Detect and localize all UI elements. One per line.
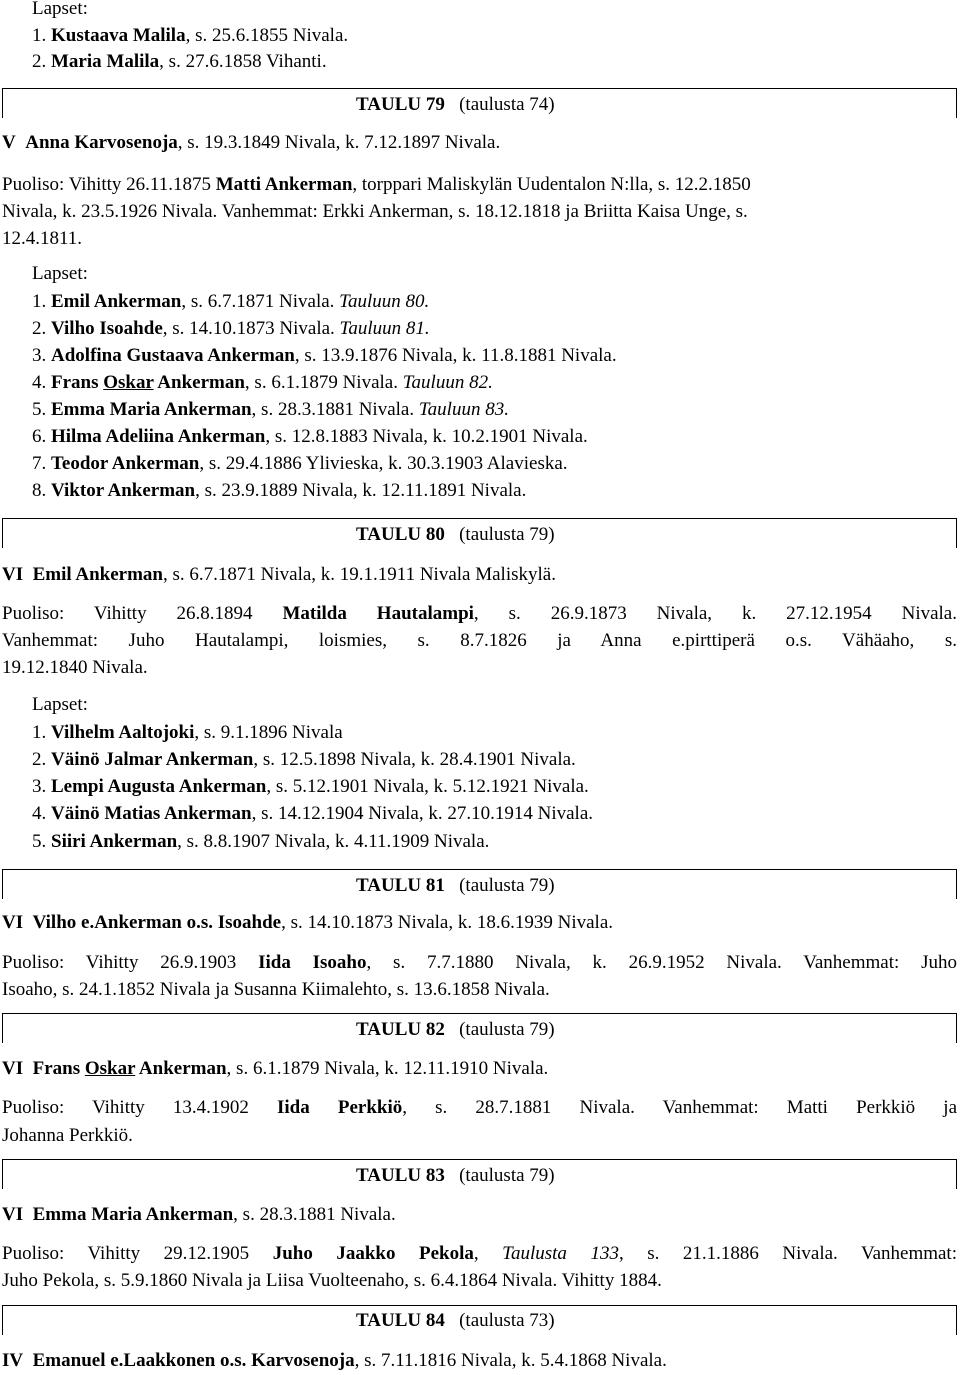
taulu-title: TAULU 81 (taulusta 79) xyxy=(356,875,555,896)
taulu-title: TAULU 80 (taulusta 79) xyxy=(356,524,555,545)
taulu-title: TAULU 84 (taulusta 73) xyxy=(356,1310,555,1331)
person-entry: V Anna Karvosenoja, s. 19.3.1849 Nivala, k. 7.12.1897 Nivala. xyxy=(2,132,501,153)
person-entry: VI Emil Ankerman, s. 6.7.1871 Nivala, k. 19.1.1911 Nivala Maliskylä. xyxy=(2,564,556,585)
children-label: Lapset: xyxy=(32,0,88,19)
child-entry: 1. Emil Ankerman, s. 6.7.1871 Nivala. Tauluun 80. xyxy=(32,291,430,312)
spouse-line: Juho Pekola, s. 5.9.1860 Nivala ja Liisa Vuolteenaho, s. 6.4.1864 Nivala. Vihitty 1884. xyxy=(2,1270,662,1291)
child-entry: 3. Adolfina Gustaava Ankerman, s. 13.9.1876 Nivala, k. 11.8.1881 Nivala. xyxy=(32,345,617,366)
taulu-title: TAULU 79 (taulusta 74) xyxy=(356,94,555,115)
child-entry: 5. Siiri Ankerman, s. 8.8.1907 Nivala, k. 4.11.1909 Nivala. xyxy=(32,831,490,852)
spouse-line: 19.12.1840 Nivala. xyxy=(2,657,148,678)
spouse-line: Puoliso: Vihitty 26.9.1903 Iida Isoaho, s. 7.7.1880 Nivala, k. 26.9.1952 Nivala. Vanhemmat: Juho xyxy=(2,952,957,973)
child-entry: 7. Teodor Ankerman, s. 29.4.1886 Ylivieska, k. 30.3.1903 Alavieska. xyxy=(32,453,568,474)
spouse-line: Nivala, k. 23.5.1926 Nivala. Vanhemmat: Erkki Ankerman, s. 18.12.1818 ja Briitta Kaisa Unge, s. xyxy=(2,201,748,222)
children-label: Lapset: xyxy=(32,263,88,284)
person-entry: VI Emma Maria Ankerman, s. 28.3.1881 Nivala. xyxy=(2,1204,396,1225)
person-entry: VI Frans Oskar Ankerman, s. 6.1.1879 Nivala, k. 12.11.1910 Nivala. xyxy=(2,1058,549,1079)
child-entry: 4. Väinö Matias Ankerman, s. 14.12.1904 Nivala, k. 27.10.1914 Nivala. xyxy=(32,803,594,824)
taulu-title: TAULU 83 (taulusta 79) xyxy=(356,1165,555,1186)
spouse-line: Puoliso: Vihitty 13.4.1902 Iida Perkkiö, s. 28.7.1881 Nivala. Vanhemmat: Matti Perkkiö ja xyxy=(2,1097,958,1118)
taulu-title: TAULU 82 (taulusta 79) xyxy=(356,1019,555,1040)
child-entry: 2. Väinö Jalmar Ankerman, s. 12.5.1898 Nivala, k. 28.4.1901 Nivala. xyxy=(32,749,576,770)
children-label: Lapset: xyxy=(32,694,88,715)
child-entry: 1. Vilhelm Aaltojoki, s. 9.1.1896 Nivala xyxy=(32,722,343,743)
person-entry: VI Vilho e.Ankerman o.s. Isoahde, s. 14.10.1873 Nivala, k. 18.6.1939 Nivala. xyxy=(2,912,614,933)
child-entry: 5. Emma Maria Ankerman, s. 28.3.1881 Nivala. Tauluun 83. xyxy=(32,399,509,420)
child-entry: 2. Vilho Isoahde, s. 14.10.1873 Nivala. Tauluun 81. xyxy=(32,318,430,339)
child-entry: 8. Viktor Ankerman, s. 23.9.1889 Nivala, k. 12.11.1891 Nivala. xyxy=(32,480,527,501)
spouse-line: Isoaho, s. 24.1.1852 Nivala ja Susanna Kiimalehto, s. 13.6.1858 Nivala. xyxy=(2,979,550,1000)
child-entry: 2. Maria Malila, s. 27.6.1858 Vihanti. xyxy=(32,51,327,72)
spouse-line: Vanhemmat: Juho Hautalampi, loismies, s. 8.7.1826 ja Anna e.pirttiperä o.s. Vähäaho, s. xyxy=(2,630,957,651)
spouse-line: Johanna Perkkiö. xyxy=(2,1125,133,1146)
person-entry: IV Emanuel e.Laakkonen o.s. Karvosenoja, s. 7.11.1816 Nivala, k. 5.4.1868 Nivala. xyxy=(2,1350,667,1371)
child-entry: 3. Lempi Augusta Ankerman, s. 5.12.1901 Nivala, k. 5.12.1921 Nivala. xyxy=(32,776,589,797)
spouse-line: Puoliso: Vihitty 26.11.1875 Matti Ankerman, torppari Maliskylän Uudentalon N:lla, s. 12.2.1850 xyxy=(2,174,751,195)
spouse-line: Puoliso: Vihitty 29.12.1905 Juho Jaakko Pekola, Taulusta 133, s. 21.1.1886 Nivala. Vanhemmat: xyxy=(2,1243,957,1264)
child-entry: 1. Kustaava Malila, s. 25.6.1855 Nivala. xyxy=(32,25,349,46)
child-entry: 4. Frans Oskar Ankerman, s. 6.1.1879 Nivala. Tauluun 82. xyxy=(32,372,493,393)
spouse-line: 12.4.1811. xyxy=(2,228,83,249)
spouse-line: Puoliso: Vihitty 26.8.1894 Matilda Hautalampi, s. 26.9.1873 Nivala, k. 27.12.1954 Nivala. xyxy=(2,603,957,624)
child-entry: 6. Hilma Adeliina Ankerman, s. 12.8.1883 Nivala, k. 10.2.1901 Nivala. xyxy=(32,426,588,447)
